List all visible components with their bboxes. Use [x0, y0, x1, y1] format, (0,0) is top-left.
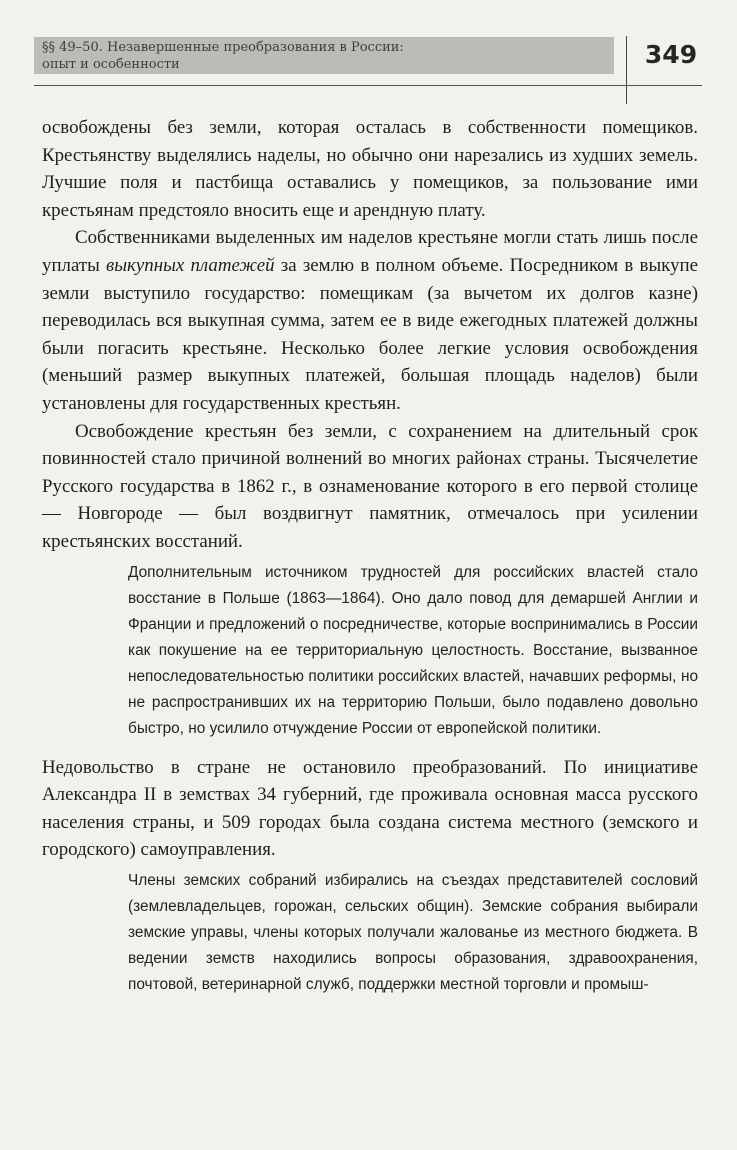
- paragraph-2-start: Собственниками выделенных им наделов крестьяне могли стать лишь после уплаты: [42, 227, 698, 276]
- header-rule: [34, 85, 702, 86]
- running-header-title: [42, 39, 602, 73]
- paragraph-2: [42, 224, 698, 417]
- paragraph-3: Освобождение крестьян без земли, с сохранением на длительный срок повинностей стало причиной волнений во многих районах страны. Тысячелетие Русского государства в 1862 г., в ознаменование которого в его первой столице — Новгороде — был воздвигнут памятник, отмечалось при усилении крестьянских восстаний.: [42, 420, 698, 552]
- running-header-line-1: §§ 49–50. Незавершенные преобразования в России:: [42, 40, 404, 55]
- page-body: [42, 114, 698, 1010]
- paragraph-2-end: за землю в полном объеме. Посредником в выкупе земли выступило государство: помещикам (за вычетом их долгов казне) переводилась вся выкупная сумма, затем ее в виде ежегодных платежей должны были погасить крестьяне. Несколько более легкие условия освобождения (меньший размер выкупных платежей, большая площадь наделов) были установлены для государственных крестьян.: [42, 254, 699, 414]
- term-redemption-payments: выкупных платежей: [106, 254, 275, 276]
- paragraph-1: освобождены без земли, которая осталась в собственности помещиков. Крестьянству выделялись наделы, но обычно они нарезались из худших земель. Лучшие поля и пастбища оставались у помещиков, за пользование ими крестьянам предстояло вносить еще и арендную плату.: [42, 117, 698, 221]
- sidebar-note-poland: Дополнительным источником трудностей для российских властей стало восстание в Польше (1863—1864). Оно дало повод для демаршей Англии и Франции и предложений о посредничестве, которые воспринимались в России как покушение на ее территориальную целостность. Восстание, вызванное непоследовательностью политики российских властей, начавших реформы, но не распространивших их на территорию Польши, было подавлено довольно быстро, но усилило отчуждение России от европейской политики.: [128, 563, 698, 737]
- header-divider: [626, 36, 627, 104]
- running-header-line-2: опыт и особенности: [42, 57, 180, 72]
- page-number: 349: [644, 40, 698, 69]
- paragraph-4: Недовольство в стране не остановило преобразований. По инициативе Александра II в земствах 34 губерний, где проживала основная масса русского населения страны, и 509 городах была создана система местного (земского и городского) самоуправления.: [42, 756, 698, 861]
- sidebar-note-zemstvo: Члены земских собраний избирались на съездах представителей сословий (землевладельцев, горожан, сельских общин). Земские собрания выбирали земские управы, члены которых получали жалованье из местного бюджета. В ведении земств находились вопросы образования, здравоохранения, почтовой, ветеринарной служб, поддержки местной торговли и промыш-: [128, 871, 698, 993]
